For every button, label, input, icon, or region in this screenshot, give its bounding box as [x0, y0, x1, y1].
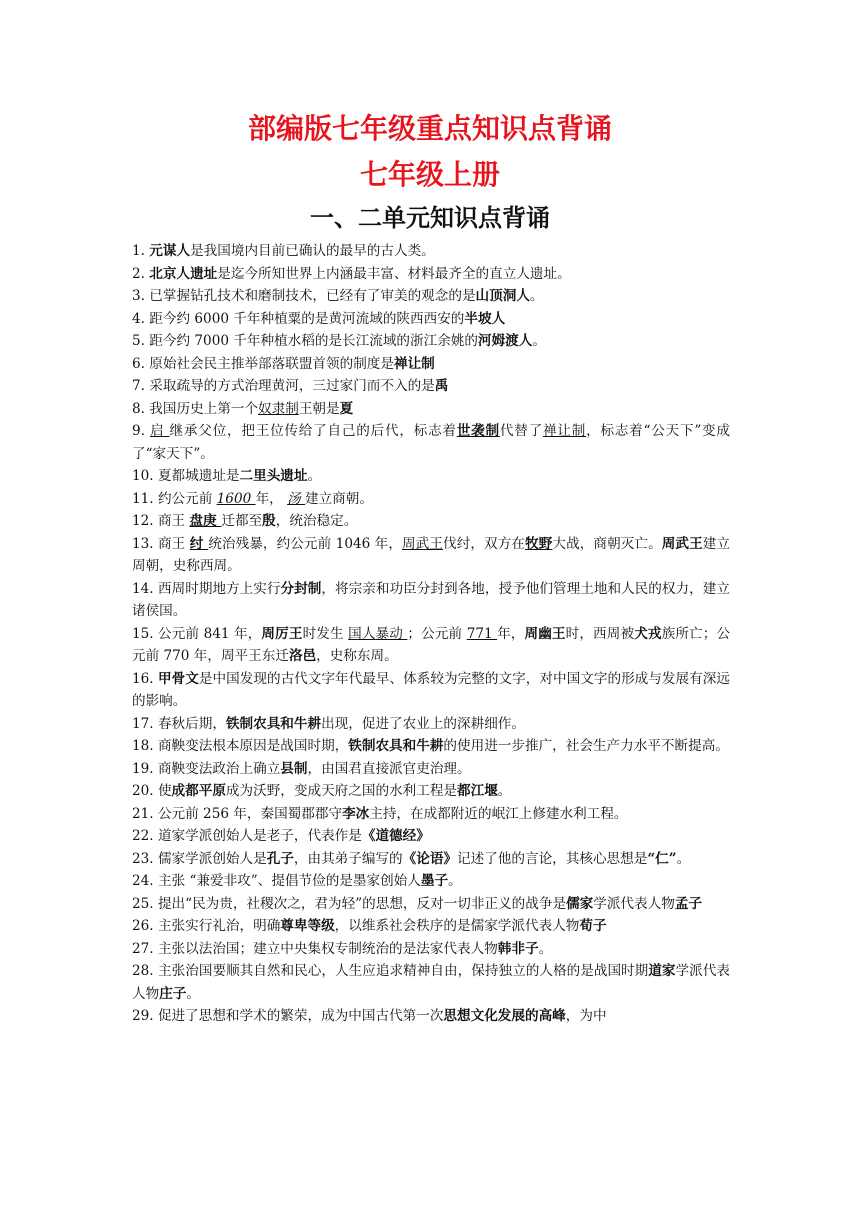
emphasis-text: 二里头遗址 [239, 468, 308, 484]
emphasis-text: 周幽王 [524, 625, 566, 642]
text-run: 。 [529, 288, 544, 304]
text-run: 771 [466, 625, 498, 642]
text-run: 大战，商朝灭亡。 [552, 535, 662, 552]
emphasis-text: 孔子 [266, 850, 294, 867]
text-run: 学派代表人物 [132, 963, 731, 1002]
text-run: 16. [132, 670, 158, 687]
text-run: 年， [497, 625, 525, 642]
emphasis-text: 夏 [339, 400, 354, 417]
text-run: 13. 商王 [132, 535, 190, 552]
list-item [132, 825, 730, 848]
emphasis-text: 铁制农具和牛耕 [348, 738, 444, 754]
emphasis-text: 道家 [648, 963, 676, 979]
text-run: 记述了他的言论，其核心思想是 [457, 850, 648, 867]
text-run: 汤 [287, 490, 305, 507]
list-item [132, 330, 730, 353]
text-run: 是迄今所知世界上内涵最丰富、材料最齐全的直立人遗址。 [217, 265, 571, 282]
text-run: 26. 主张实行礼治，明确 [132, 918, 281, 934]
text-run: 27. 主张以法治国；建立中央集权专制统治的是法家代表人物 [132, 940, 498, 957]
text-run: 6. 原始社会民主推举部落联盟首领的制度是 [132, 355, 394, 372]
text-run: 3. 已掌握钻孔技术和磨制技术，已经有了审美的观念的是 [132, 288, 476, 304]
section-heading: 一、二单元知识点背诵 [310, 204, 550, 232]
text-run: 国人暴动 [348, 625, 408, 642]
text-run: 21. 公元前 256 年，秦国蜀郡郡守 [132, 805, 343, 822]
text-run: 统治残暴，约公元前 1046 年， [208, 535, 403, 552]
emphasis-text: 犬戎 [634, 625, 662, 642]
text-run: ；公元前 [407, 625, 467, 642]
text-run: 14. 西周时期地方上实行 [132, 580, 281, 597]
text-run: ，由其弟子编写的 [293, 850, 403, 867]
emphasis-text: 《道德经》 [361, 828, 430, 844]
list-item [132, 465, 730, 488]
emphasis-text: “仁” [647, 850, 677, 867]
text-run: 15. 公元前 841 年， [132, 625, 262, 642]
list-item [132, 240, 730, 263]
list-item [132, 893, 730, 916]
emphasis-text: 半坡人 [464, 310, 506, 327]
text-run: ，为中 [565, 1008, 607, 1024]
text-run: 29. 促进了思想和学术的繁荣，成为中国古代第一次 [132, 1008, 444, 1024]
text-run: 周武王 [402, 535, 444, 552]
emphasis-text: 韩非子 [497, 940, 539, 957]
emphasis-text: 周厉王 [261, 625, 303, 642]
list-item [132, 870, 730, 893]
list-item [132, 398, 730, 421]
text-run: ，将宗亲和功臣分封到各地，授予他们管理土地和人民的权力，建立诸侯国。 [132, 580, 730, 619]
list-item [132, 803, 730, 826]
list-item [132, 308, 730, 331]
text-run: 25. 提出“民为贵，社稷次之，君为轻”的思想，反对一切非正义的战争是 [132, 895, 567, 912]
document-subtitle: 七年级上册 [359, 158, 500, 191]
emphasis-text: 元谋人 [149, 243, 191, 259]
text-run: 建立周朝，史称西周。 [132, 535, 731, 574]
emphasis-text: 世袭制 [456, 423, 500, 439]
emphasis-text: 都江堰 [457, 783, 498, 799]
text-run: 王朝是 [298, 400, 340, 417]
document-title: 部编版七年级重点知识点背诵 [247, 112, 612, 145]
list-item [132, 578, 730, 623]
text-run: 迁都至 [221, 513, 263, 529]
text-run: 代替了 [499, 423, 543, 439]
list-item [132, 713, 730, 736]
emphasis-text: 荀子 [579, 918, 607, 934]
text-run: 19. 商鞅变法政治上确立 [132, 760, 281, 777]
list-item [132, 263, 730, 286]
text-run: 28. 主张治国要顺其自然和民心，人生应追求精神自由，保持独立的人格的是战国时期 [132, 963, 649, 979]
list-item [132, 780, 730, 803]
list-item [132, 420, 730, 465]
emphasis-text: 墨子 [420, 873, 449, 889]
text-run: 1. [132, 243, 150, 259]
list-item [132, 938, 730, 961]
text-run: ，标志着“公天下”变成了“家天下”。 [132, 423, 731, 462]
list-item [132, 668, 730, 713]
knowledge-point-list [132, 240, 730, 1028]
text-run: 4. 距今约 6000 千年种植粟的是黄河流域的陕西西安的 [132, 310, 465, 327]
emphasis-text: 甲骨文 [157, 670, 199, 687]
emphasis-text: 北京人遗址 [149, 265, 218, 282]
emphasis-text: 尊卑等级 [280, 918, 335, 934]
text-run: 。 [307, 468, 322, 484]
emphasis-text: 禹 [434, 378, 449, 394]
list-item [132, 375, 730, 398]
text-run: 24. 主张 “兼爱非攻”、提倡节俭的是墨家创始人 [132, 873, 421, 889]
text-run: 12. 商王 [132, 513, 190, 529]
text-run: 17. 春秋后期， [132, 715, 226, 732]
list-item [132, 623, 730, 668]
text-run: 5. 距今约 7000 千年种植水稻的是长江流域的浙江余姚的 [132, 333, 478, 349]
text-run: 成为沃野，变成天府之国的水利工程是 [225, 783, 458, 799]
text-run: 18. 商鞅变法根本原因是战国时期， [132, 738, 349, 754]
emphasis-text: 周武王 [661, 535, 703, 552]
text-run: 。 [532, 333, 546, 349]
emphasis-text: 禅让制 [393, 355, 435, 372]
text-run: 22. 道家学派创始人是老子，代表作是 [132, 828, 362, 844]
emphasis-text: 县制 [280, 760, 308, 777]
text-run: 出现，促进了农业上的深耕细作。 [321, 715, 525, 732]
emphasis-text: 洛邑 [288, 648, 317, 664]
text-run: 建立商朝。 [305, 490, 373, 507]
text-run: 23. 儒家学派创始人是 [132, 850, 267, 867]
text-run: 。 [538, 940, 553, 957]
list-item [132, 285, 730, 308]
text-run: 主持，在成都附近的岷江上修建水利工程。 [369, 805, 628, 822]
emphasis-text: 庄子 [159, 985, 187, 1002]
emphasis-text: 分封制 [280, 580, 322, 597]
list-item [132, 510, 730, 533]
emphasis-text: 铁制农具和牛耕 [225, 715, 322, 732]
text-run: 1600 [216, 490, 256, 507]
text-run: 启 [150, 423, 170, 439]
text-run: 。 [448, 873, 462, 889]
text-run: 继承父位，把王位传给了自己的后代，标志着 [169, 423, 457, 439]
text-run: 禅让制 [542, 423, 587, 439]
list-item [132, 915, 730, 938]
list-item [132, 1005, 730, 1028]
text-run: ，以维系社会秩序的是儒家学派代表人物 [334, 918, 580, 934]
emphasis-text: 盘庚 [189, 513, 222, 529]
emphasis-text: 纣 [189, 535, 209, 552]
text-run: 时，西周被 [565, 625, 635, 642]
text-run: 2. [132, 265, 150, 282]
list-item [132, 848, 730, 871]
emphasis-text: 成都平原 [171, 783, 226, 799]
list-item [132, 488, 730, 511]
list-item [132, 960, 730, 1005]
list-item [132, 533, 730, 578]
emphasis-text: 牧野 [525, 535, 553, 552]
text-run: 10. 夏都城遗址是 [132, 468, 240, 484]
text-run: 族所亡；公元前 770 年，周平王东迁 [132, 625, 731, 664]
text-run: 20. 使 [132, 783, 172, 799]
text-run: 8. 我国历史上第一个 [132, 400, 259, 417]
emphasis-text: 山顶洞人 [475, 288, 530, 304]
text-run: 学派代表人物 [593, 895, 675, 912]
text-run: 是我国境内目前已确认的最早的古人类。 [190, 243, 435, 259]
list-item [132, 735, 730, 758]
emphasis-text: 儒家 [566, 895, 594, 912]
text-run: 的使用进一步推广，社会生产力水平不断提高。 [443, 738, 729, 754]
text-run: 7. 采取疏导的方式治理黄河，三过家门而不入的是 [132, 378, 435, 394]
text-run: 奴隶制 [258, 400, 299, 417]
text-run: 11. 约公元前 [132, 490, 217, 507]
text-run: 时发生 [302, 625, 349, 642]
text-run: ，统治稳定。 [275, 513, 358, 529]
emphasis-text: 思想文化发展的高峰 [443, 1008, 566, 1024]
emphasis-text: 孟子 [674, 895, 702, 912]
list-item [132, 758, 730, 781]
emphasis-text: 殷 [262, 513, 276, 529]
text-run: 。 [497, 783, 512, 799]
emphasis-text: 河姆渡人 [478, 333, 533, 349]
text-run: 9. [132, 423, 151, 439]
text-run: 年， [255, 490, 288, 507]
text-run: 是中国发现的古代文字年代最早、体系较为完整的文字，对中国文字的形成与发展有深远的影响。 [132, 670, 731, 709]
emphasis-text: 《论语》 [402, 850, 458, 867]
text-run: 伐纣，双方在 [443, 535, 526, 552]
text-run: ，由国君直接派官吏治理。 [307, 760, 471, 777]
text-run: 。 [676, 850, 691, 867]
text-run: 。 [186, 985, 200, 1002]
list-item [132, 353, 730, 376]
emphasis-text: 李冰 [342, 805, 370, 822]
text-run: ，史称东周。 [316, 648, 398, 664]
